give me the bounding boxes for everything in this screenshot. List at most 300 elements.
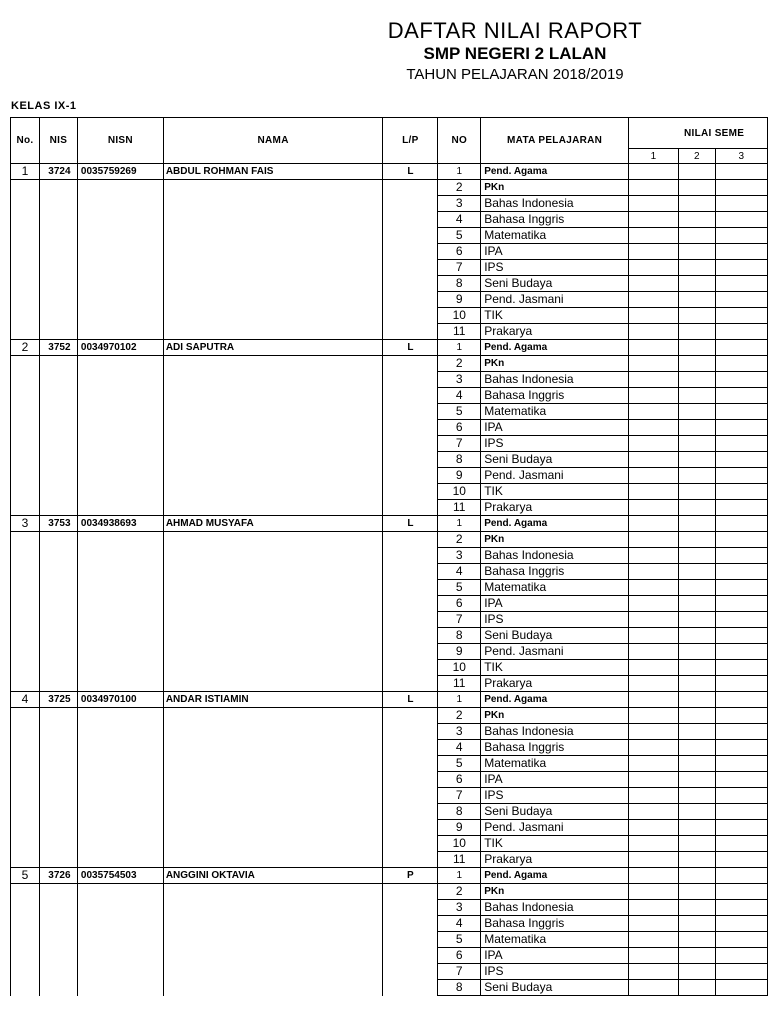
blank-cell — [163, 660, 383, 676]
grade-cell — [678, 244, 715, 260]
grade-cell — [678, 484, 715, 500]
blank-cell — [77, 372, 163, 388]
blank-cell — [163, 676, 383, 692]
grade-cell — [715, 324, 767, 340]
col-lp: L/P — [383, 118, 438, 164]
table-row — [11, 196, 768, 212]
grade-cell — [715, 980, 767, 996]
subject-no: 8 — [438, 276, 481, 292]
blank-cell — [383, 548, 438, 564]
table-row — [11, 836, 768, 852]
col-nis: NIS — [39, 118, 77, 164]
subject-no: 5 — [438, 580, 481, 596]
grade-cell — [715, 164, 767, 180]
grade-cell — [629, 772, 679, 788]
subject-no: 3 — [438, 372, 481, 388]
grade-cell — [715, 260, 767, 276]
subject-name: PKn — [481, 884, 629, 900]
table-row — [11, 548, 768, 564]
table-row — [11, 644, 768, 660]
grade-cell — [678, 724, 715, 740]
blank-cell — [163, 436, 383, 452]
grade-cell — [715, 404, 767, 420]
subject-name: Matematika — [481, 580, 629, 596]
grade-cell — [715, 388, 767, 404]
table-row — [11, 676, 768, 692]
table-row — [11, 404, 768, 420]
table-row — [11, 356, 768, 372]
blank-cell — [39, 244, 77, 260]
grade-cell — [678, 708, 715, 724]
table-row — [11, 420, 768, 436]
table-body — [11, 164, 768, 996]
grade-cell — [715, 356, 767, 372]
grade-cell — [678, 868, 715, 884]
subject-no: 6 — [438, 948, 481, 964]
table-row — [11, 612, 768, 628]
table-row — [11, 932, 768, 948]
blank-cell — [39, 548, 77, 564]
subject-no: 1 — [438, 516, 481, 532]
grade-cell — [678, 276, 715, 292]
grade-cell — [678, 660, 715, 676]
grade-cell — [678, 836, 715, 852]
student-no: 5 — [11, 868, 40, 884]
blank-cell — [11, 676, 40, 692]
table-row — [11, 804, 768, 820]
blank-cell — [383, 404, 438, 420]
blank-cell — [39, 532, 77, 548]
blank-cell — [39, 596, 77, 612]
grade-cell — [715, 676, 767, 692]
blank-cell — [39, 884, 77, 900]
grade-cell — [678, 580, 715, 596]
blank-cell — [77, 484, 163, 500]
subject-no: 6 — [438, 772, 481, 788]
blank-cell — [383, 260, 438, 276]
blank-cell — [77, 852, 163, 868]
grade-cell — [678, 596, 715, 612]
subject-name: Prakarya — [481, 324, 629, 340]
blank-cell — [39, 820, 77, 836]
blank-cell — [163, 356, 383, 372]
student-no: 2 — [11, 340, 40, 356]
blank-cell — [39, 212, 77, 228]
grade-cell — [629, 580, 679, 596]
grade-cell — [629, 516, 679, 532]
blank-cell — [39, 612, 77, 628]
subject-no: 5 — [438, 404, 481, 420]
grade-cell — [715, 708, 767, 724]
grade-cell — [629, 468, 679, 484]
grade-cell — [678, 884, 715, 900]
grade-cell — [678, 308, 715, 324]
grade-cell — [629, 724, 679, 740]
blank-cell — [11, 436, 40, 452]
blank-cell — [39, 324, 77, 340]
subject-name: PKn — [481, 532, 629, 548]
grade-cell — [629, 644, 679, 660]
student-gender: P — [383, 868, 438, 884]
student-name: ABDUL ROHMAN FAIS — [163, 164, 383, 180]
blank-cell — [383, 900, 438, 916]
subject-no: 7 — [438, 788, 481, 804]
grade-cell — [715, 660, 767, 676]
subject-name: Pend. Agama — [481, 868, 629, 884]
grade-cell — [678, 468, 715, 484]
blank-cell — [163, 756, 383, 772]
blank-cell — [383, 628, 438, 644]
blank-cell — [383, 708, 438, 724]
subject-no: 8 — [438, 804, 481, 820]
table-row — [11, 180, 768, 196]
blank-cell — [77, 436, 163, 452]
table-row — [11, 500, 768, 516]
blank-cell — [383, 308, 438, 324]
grade-cell — [629, 484, 679, 500]
grade-table — [10, 117, 768, 996]
table-row — [11, 388, 768, 404]
blank-cell — [39, 404, 77, 420]
blank-cell — [383, 292, 438, 308]
blank-cell — [11, 820, 40, 836]
grade-cell — [678, 388, 715, 404]
blank-cell — [11, 484, 40, 500]
blank-cell — [163, 548, 383, 564]
blank-cell — [39, 932, 77, 948]
grade-cell — [678, 260, 715, 276]
subject-name: Bahasa Inggris — [481, 564, 629, 580]
student-name: AHMAD MUSYAFA — [163, 516, 383, 532]
grade-cell — [629, 452, 679, 468]
table-row — [11, 260, 768, 276]
grade-cell — [678, 852, 715, 868]
subject-name: IPA — [481, 420, 629, 436]
col-no: No. — [11, 118, 40, 164]
grade-cell — [715, 644, 767, 660]
blank-cell — [163, 580, 383, 596]
blank-cell — [383, 228, 438, 244]
blank-cell — [163, 308, 383, 324]
blank-cell — [77, 452, 163, 468]
blank-cell — [383, 644, 438, 660]
blank-cell — [39, 980, 77, 996]
subject-name: Pend. Jasmani — [481, 292, 629, 308]
table-row — [11, 468, 768, 484]
grade-cell — [715, 756, 767, 772]
grade-cell — [678, 452, 715, 468]
blank-cell — [77, 804, 163, 820]
grade-cell — [715, 500, 767, 516]
grade-cell — [629, 244, 679, 260]
subject-no: 3 — [438, 196, 481, 212]
blank-cell — [11, 260, 40, 276]
table-row — [11, 340, 768, 356]
grade-cell — [715, 964, 767, 980]
blank-cell — [77, 708, 163, 724]
table-row — [11, 820, 768, 836]
grade-cell — [715, 804, 767, 820]
subject-no: 1 — [438, 340, 481, 356]
blank-cell — [39, 708, 77, 724]
table-row — [11, 228, 768, 244]
blank-cell — [39, 916, 77, 932]
grade-cell — [678, 532, 715, 548]
blank-cell — [11, 324, 40, 340]
blank-cell — [11, 196, 40, 212]
subject-no: 5 — [438, 756, 481, 772]
blank-cell — [163, 788, 383, 804]
grade-cell — [715, 532, 767, 548]
blank-cell — [163, 500, 383, 516]
blank-cell — [77, 660, 163, 676]
subject-name: Pend. Jasmani — [481, 644, 629, 660]
blank-cell — [383, 196, 438, 212]
student-nisn: 0035759269 — [77, 164, 163, 180]
col-semester-1: 1 — [629, 149, 679, 164]
blank-cell — [11, 660, 40, 676]
grade-cell — [629, 660, 679, 676]
grade-cell — [629, 740, 679, 756]
grade-cell — [629, 308, 679, 324]
grade-cell — [678, 964, 715, 980]
subject-no: 7 — [438, 612, 481, 628]
blank-cell — [39, 500, 77, 516]
grade-cell — [629, 372, 679, 388]
grade-cell — [629, 788, 679, 804]
subject-name: PKn — [481, 708, 629, 724]
blank-cell — [39, 948, 77, 964]
subject-name: IPS — [481, 436, 629, 452]
subject-name: Seni Budaya — [481, 276, 629, 292]
blank-cell — [11, 612, 40, 628]
blank-cell — [39, 660, 77, 676]
table-row — [11, 692, 768, 708]
blank-cell — [77, 196, 163, 212]
grade-cell — [678, 628, 715, 644]
blank-cell — [11, 580, 40, 596]
subject-no: 9 — [438, 468, 481, 484]
blank-cell — [163, 884, 383, 900]
col-subject-no: NO — [438, 118, 481, 164]
blank-cell — [383, 356, 438, 372]
grade-cell — [715, 468, 767, 484]
subject-name: TIK — [481, 836, 629, 852]
subject-name: Seni Budaya — [481, 628, 629, 644]
subject-name: PKn — [481, 356, 629, 372]
blank-cell — [11, 372, 40, 388]
grade-cell — [715, 788, 767, 804]
subject-name: IPA — [481, 948, 629, 964]
blank-cell — [11, 756, 40, 772]
blank-cell — [383, 244, 438, 260]
subject-no: 9 — [438, 644, 481, 660]
subject-no: 8 — [438, 452, 481, 468]
subject-no: 11 — [438, 852, 481, 868]
blank-cell — [39, 836, 77, 852]
blank-cell — [383, 596, 438, 612]
blank-cell — [11, 468, 40, 484]
blank-cell — [77, 884, 163, 900]
table-row — [11, 532, 768, 548]
grade-cell — [678, 340, 715, 356]
subject-no: 4 — [438, 740, 481, 756]
table-row — [11, 788, 768, 804]
blank-cell — [163, 484, 383, 500]
blank-cell — [163, 740, 383, 756]
subject-name: IPS — [481, 612, 629, 628]
grade-cell — [678, 180, 715, 196]
blank-cell — [383, 836, 438, 852]
blank-cell — [11, 932, 40, 948]
table-row — [11, 372, 768, 388]
subject-no: 11 — [438, 500, 481, 516]
blank-cell — [383, 660, 438, 676]
blank-cell — [383, 212, 438, 228]
grade-cell — [678, 772, 715, 788]
blank-cell — [39, 964, 77, 980]
blank-cell — [163, 244, 383, 260]
blank-cell — [77, 964, 163, 980]
grade-cell — [678, 420, 715, 436]
blank-cell — [383, 436, 438, 452]
table-row — [11, 244, 768, 260]
blank-cell — [383, 612, 438, 628]
grade-cell — [629, 868, 679, 884]
grade-cell — [629, 836, 679, 852]
blank-cell — [77, 772, 163, 788]
grade-cell — [629, 676, 679, 692]
student-nisn: 0034938693 — [77, 516, 163, 532]
subject-no: 8 — [438, 628, 481, 644]
grade-cell — [715, 452, 767, 468]
subject-name: Prakarya — [481, 852, 629, 868]
table-row — [11, 868, 768, 884]
grade-cell — [715, 820, 767, 836]
blank-cell — [77, 260, 163, 276]
subject-name: Pend. Jasmani — [481, 820, 629, 836]
blank-cell — [77, 292, 163, 308]
blank-cell — [77, 564, 163, 580]
blank-cell — [11, 228, 40, 244]
table-row — [11, 756, 768, 772]
blank-cell — [163, 708, 383, 724]
blank-cell — [11, 948, 40, 964]
blank-cell — [11, 836, 40, 852]
subject-no: 7 — [438, 964, 481, 980]
grade-cell — [678, 372, 715, 388]
student-name: ANGGINI OKTAVIA — [163, 868, 383, 884]
blank-cell — [39, 356, 77, 372]
blank-cell — [383, 932, 438, 948]
blank-cell — [39, 276, 77, 292]
grade-cell — [715, 484, 767, 500]
table-row — [11, 596, 768, 612]
subject-no: 1 — [438, 692, 481, 708]
subject-name: Seni Budaya — [481, 804, 629, 820]
blank-cell — [163, 596, 383, 612]
grade-cell — [715, 724, 767, 740]
subject-name: Seni Budaya — [481, 980, 629, 996]
subject-no: 10 — [438, 660, 481, 676]
grade-cell — [629, 420, 679, 436]
col-nilai-semester: NILAI SEME — [629, 118, 768, 149]
grade-cell — [715, 948, 767, 964]
blank-cell — [77, 724, 163, 740]
student-gender: L — [383, 340, 438, 356]
blank-cell — [11, 916, 40, 932]
table-row — [11, 772, 768, 788]
grade-cell — [715, 916, 767, 932]
grade-cell — [629, 292, 679, 308]
blank-cell — [11, 628, 40, 644]
subject-no: 2 — [438, 180, 481, 196]
table-row — [11, 660, 768, 676]
blank-cell — [39, 900, 77, 916]
grade-cell — [629, 276, 679, 292]
grade-cell — [715, 852, 767, 868]
blank-cell — [39, 468, 77, 484]
table-row — [11, 292, 768, 308]
blank-cell — [11, 180, 40, 196]
blank-cell — [163, 932, 383, 948]
grade-cell — [715, 884, 767, 900]
blank-cell — [163, 532, 383, 548]
subject-no: 9 — [438, 820, 481, 836]
subject-name: Matematika — [481, 404, 629, 420]
blank-cell — [39, 564, 77, 580]
grade-cell — [629, 916, 679, 932]
blank-cell — [11, 852, 40, 868]
grade-cell — [715, 292, 767, 308]
subject-name: Matematika — [481, 932, 629, 948]
grade-cell — [678, 804, 715, 820]
grade-cell — [715, 308, 767, 324]
table-row — [11, 724, 768, 740]
blank-cell — [163, 852, 383, 868]
blank-cell — [163, 404, 383, 420]
blank-cell — [11, 980, 40, 996]
grade-cell — [629, 948, 679, 964]
blank-cell — [163, 612, 383, 628]
grade-cell — [629, 852, 679, 868]
subject-no: 5 — [438, 932, 481, 948]
blank-cell — [77, 308, 163, 324]
student-nis: 3726 — [39, 868, 77, 884]
grade-cell — [678, 740, 715, 756]
blank-cell — [39, 228, 77, 244]
blank-cell — [163, 628, 383, 644]
blank-cell — [77, 548, 163, 564]
subject-no: 4 — [438, 564, 481, 580]
subject-name: Bahasa Inggris — [481, 740, 629, 756]
grade-cell — [715, 436, 767, 452]
blank-cell — [11, 964, 40, 980]
subject-name: Bahas Indonesia — [481, 900, 629, 916]
table-row — [11, 276, 768, 292]
grade-cell — [715, 692, 767, 708]
blank-cell — [77, 324, 163, 340]
table-row — [11, 708, 768, 724]
grade-cell — [629, 900, 679, 916]
blank-cell — [39, 788, 77, 804]
blank-cell — [163, 644, 383, 660]
blank-cell — [11, 420, 40, 436]
table-row — [11, 852, 768, 868]
grade-cell — [678, 292, 715, 308]
grade-cell — [629, 612, 679, 628]
grade-cell — [629, 228, 679, 244]
